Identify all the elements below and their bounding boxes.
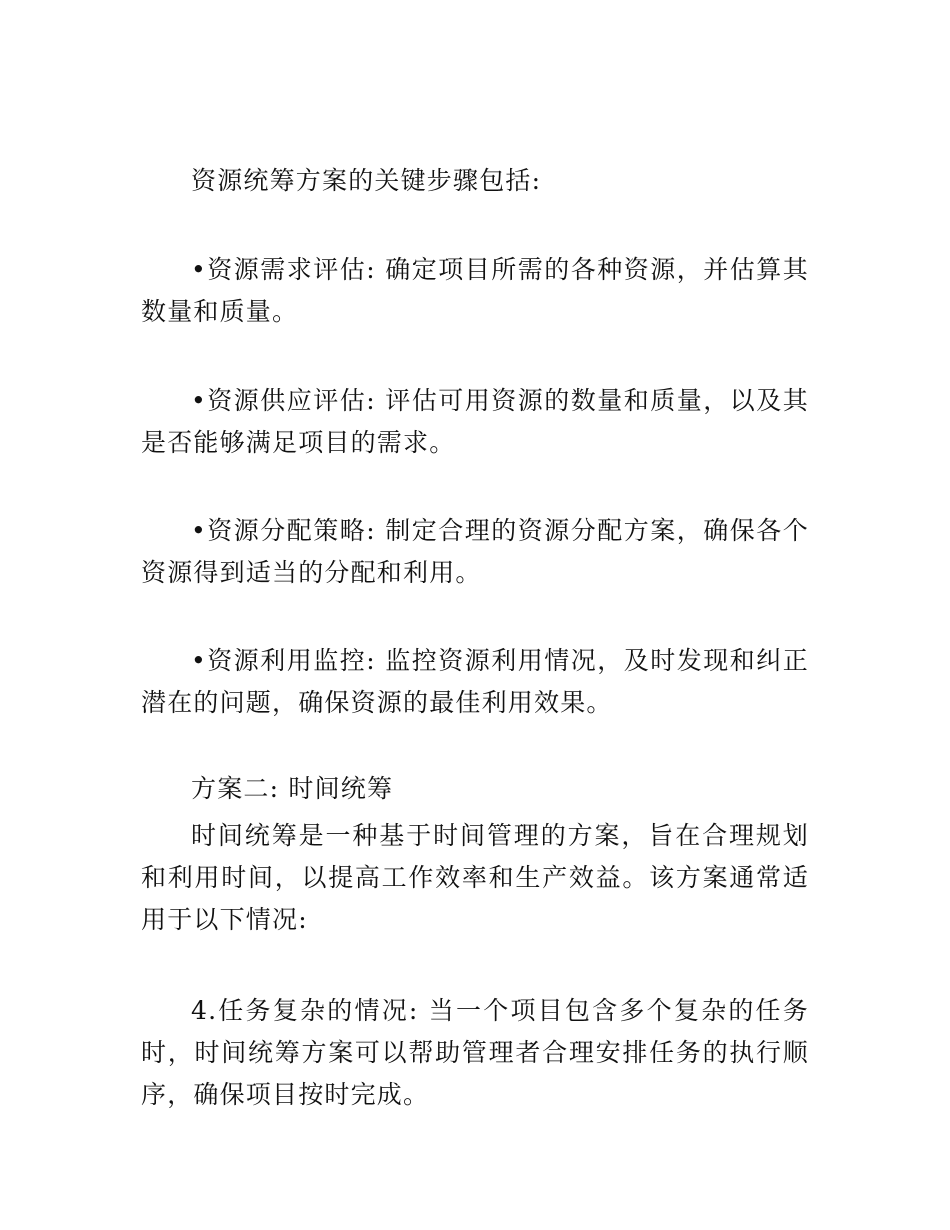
section-body-paragraph: 时间统筹是一种基于时间管理的方案，旨在合理规划和利用时间，以提高工作效率和生产效益。该方案通常适用于以下情况:: [141, 821, 809, 934]
intro-paragraph: 资源统筹方案的关键步骤包括:: [191, 166, 542, 195]
section-heading: 方案二: 时间统筹: [191, 774, 394, 803]
step-resource-demand: •资源需求评估: 确定项目所需的各种资源，并估算其数量和质量。: [141, 255, 809, 326]
step-resource-allocation: •资源分配策略: 制定合理的资源分配方案，确保各个资源得到适当的分配和利用。: [141, 516, 809, 587]
step-resource-monitoring: •资源利用监控: 监控资源利用情况，及时发现和纠正潜在的问题，确保资源的最佳利用效果。: [141, 646, 809, 717]
step-resource-supply: •资源供应评估: 评估可用资源的数量和质量，以及其是否能够满足项目的需求。: [141, 386, 809, 457]
case-item-complex-tasks: 4.任务复杂的情况: 当一个项目包含多个复杂的任务时，时间统筹方案可以帮助管理者合理安排任务的执行顺序，确保项目按时完成。: [141, 996, 809, 1109]
